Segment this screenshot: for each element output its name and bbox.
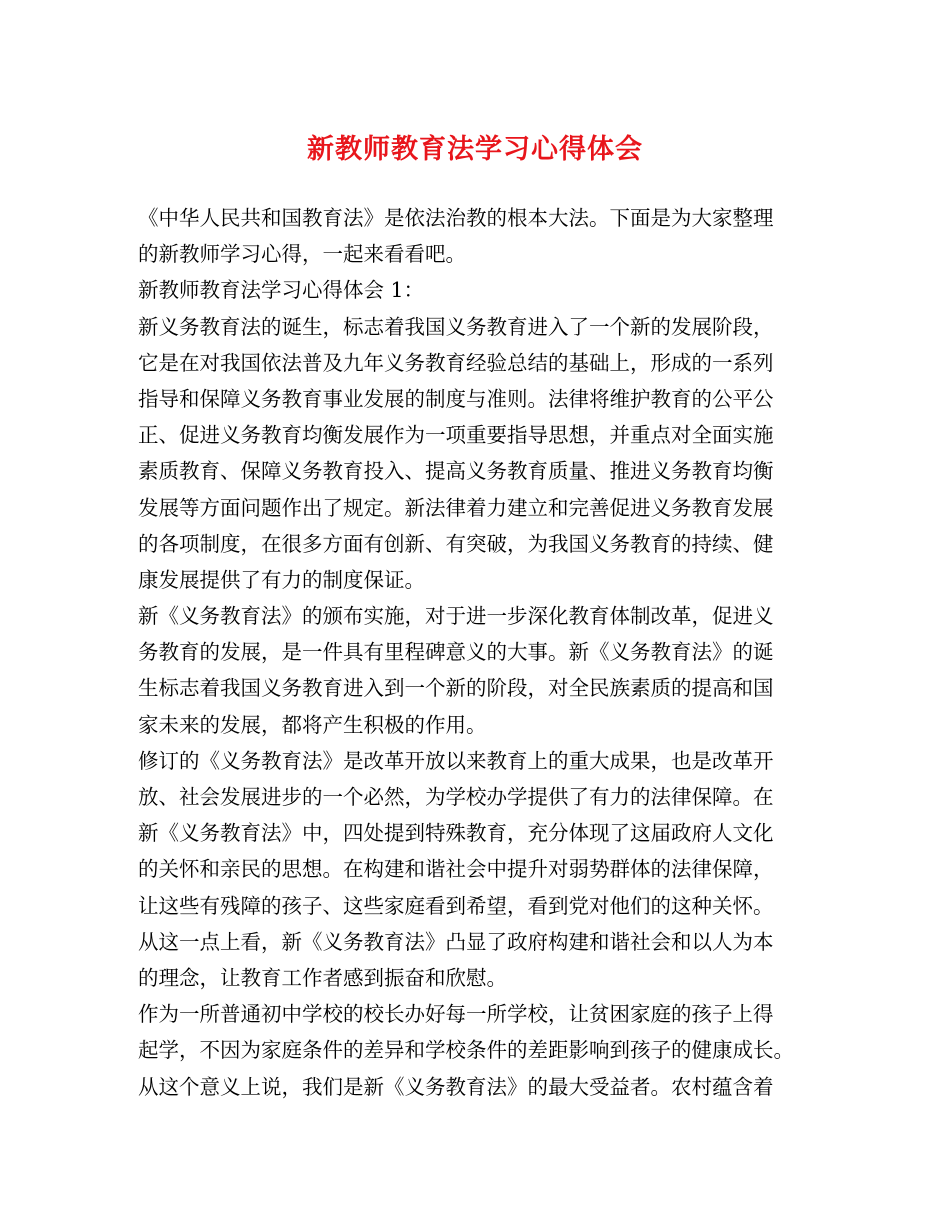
text-line: 的关怀和亲民的思想。在构建和谐社会中提升对弱势群体的法律保障， <box>138 857 774 882</box>
text-line: 新《义务教育法》的颁布实施，对于进一步深化教育体制改革，促进义 <box>138 604 774 629</box>
text-line: 的新教师学习心得，一起来看看吧。 <box>138 242 466 267</box>
text-line: 从这个意义上说，我们是新《义务教育法》的最大受益者。农村蕴含着 <box>138 1074 774 1099</box>
text-line: 让这些有残障的孩子、这些家庭看到希望，看到党对他们的这种关怀。 <box>138 893 774 918</box>
text-line: 新教师教育法学习心得体会 1： <box>138 278 425 303</box>
text-line: 务教育的发展，是一件具有里程碑意义的大事。新《义务教育法》的诞 <box>138 640 774 665</box>
text-line: 的理念，让教育工作者感到振奋和欣慰。 <box>138 965 507 990</box>
text-line: 新《义务教育法》中，四处提到特殊教育，充分体现了这届政府人文化 <box>138 821 774 846</box>
text-line: 从这一点上看，新《义务教育法》凸显了政府构建和谐社会和以人为本 <box>138 929 774 954</box>
text-line: 康发展提供了有力的制度保证。 <box>138 567 425 592</box>
text-line: 修订的《义务教育法》是改革开放以来教育上的重大成果，也是改革开 <box>138 748 774 773</box>
document-body <box>138 200 818 1105</box>
text-line: 《中华人民共和国教育法》是依法治教的根本大法。下面是为大家整理 <box>138 206 774 230</box>
text-line: 放、社会发展进步的一个必然，为学校办学提供了有力的法律保障。在 <box>138 785 774 809</box>
text-line: 它是在对我国依法普及九年义务教育经验总结的基础上，形成的一系列 <box>138 350 774 375</box>
text-line: 新义务教育法的诞生，标志着我国义务教育进入了一个新的发展阶段， <box>138 314 774 339</box>
text-line: 素质教育、保障义务教育投入、提高义务教育质量、推进义务教育均衡 <box>138 459 774 484</box>
page-title: 新教师教育法学习心得体会 <box>307 134 643 165</box>
text-line: 起学，不因为家庭条件的差异和学校条件的差距影响到孩子的健康成长。 <box>138 1038 794 1063</box>
text-line: 指导和保障义务教育事业发展的制度与准则。法律将维护教育的公平公 <box>138 386 774 411</box>
text-line: 的各项制度，在很多方面有创新、有突破，为我国义务教育的持续、健 <box>138 531 774 556</box>
text-line: 作为一所普通初中学校的校长办好每一所学校，让贫困家庭的孩子上得 <box>138 1002 774 1027</box>
text-line: 生标志着我国义务教育进入到一个新的阶段，对全民族素质的提高和国 <box>138 676 774 701</box>
text-line: 发展等方面问题作出了规定。新法律着力建立和完善促进义务教育发展 <box>138 495 774 520</box>
text-line: 家未来的发展，都将产生积极的作用。 <box>138 712 487 737</box>
text-line: 正、促进义务教育均衡发展作为一项重要指导思想，并重点对全面实施 <box>138 423 774 448</box>
